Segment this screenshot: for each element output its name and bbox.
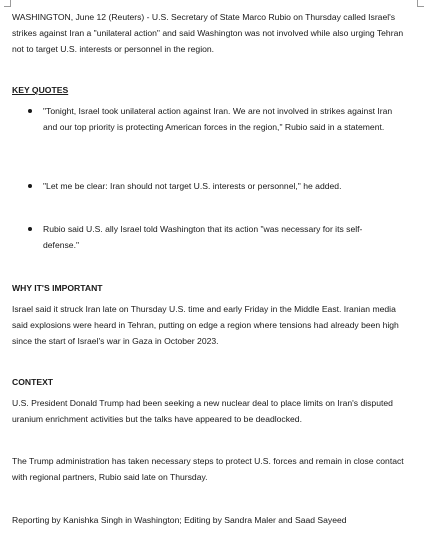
key-quotes-heading: KEY QUOTES xyxy=(12,85,69,95)
page-margin-corner-top-right xyxy=(417,0,424,7)
context-paragraph: The Trump administration has taken necessary steps to protect U.S. forces and remain in close contact with regional partners, Rubio said late on Thursday. xyxy=(12,456,404,482)
bullet-icon xyxy=(28,109,32,113)
key-quote-text: "Tonight, Israel took unilateral action against Iran. We are not involved in strikes against Iran and our top priority is protecting American forces in the region," Rubio said in a statement. xyxy=(43,106,393,132)
bullet-icon xyxy=(28,227,32,231)
key-quote-text: "Let me be clear: Iran should not target U.S. interests or personnel," he added. xyxy=(43,181,342,191)
key-quote-text: Rubio said U.S. ally Israel told Washington that its action "was necessary for its self-defense." xyxy=(43,224,363,250)
context-heading: CONTEXT xyxy=(12,377,54,387)
why-important-heading: WHY IT'S IMPORTANT xyxy=(12,283,103,293)
why-important-paragraph: Israel said it struck Iran late on Thursday U.S. time and early Friday in the Middle East. Iranian media said explosions were heard in Tehran, putting on edge a region where tensions had already been high since the start of Israel's war in Gaza in October 2023. xyxy=(12,304,399,346)
credit-line: Reporting by Kanishka Singh in Washington; Editing by Sandra Maler and Saad Sayeed xyxy=(12,515,347,525)
bullet-icon xyxy=(28,184,32,188)
context-paragraph: U.S. President Donald Trump had been seeking a new nuclear deal to place limits on Iran's disputed uranium enrichment activities but the talks have appeared to be deadlocked. xyxy=(12,398,393,424)
page-margin-corner-top-left xyxy=(4,0,11,7)
intro-paragraph: WASHINGTON, June 12 (Reuters) - U.S. Secretary of State Marco Rubio on Thursday called Israel's strikes against Iran a "unilateral action" and said Washington was not involved while also urging Tehran not to target U.S. interests or personnel in the region. xyxy=(12,12,404,54)
